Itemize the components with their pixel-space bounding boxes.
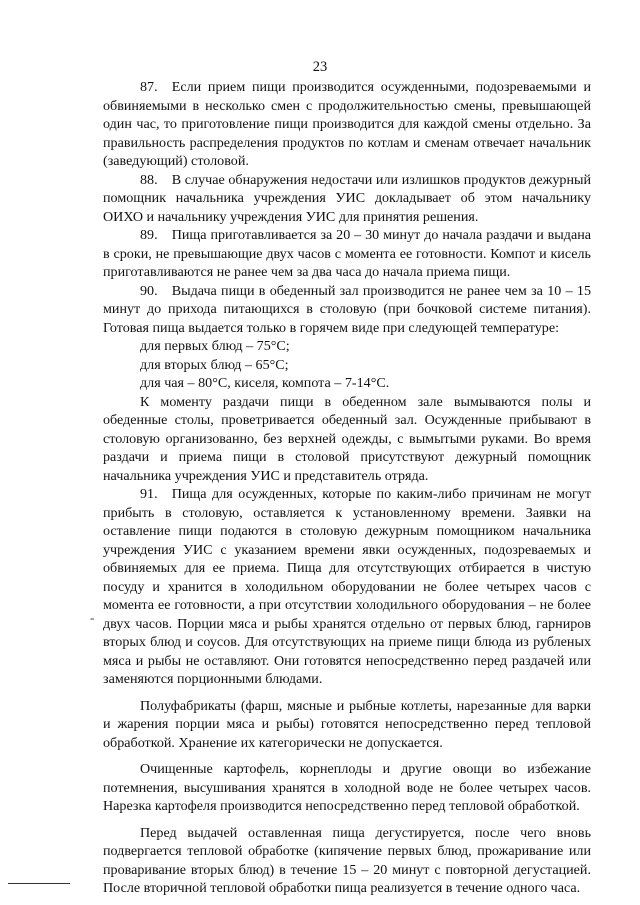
footer-rule (8, 883, 70, 884)
paragraph-91: 91. Пища для осужденных, которые по каким-либо причинам не могут прибыть в столовую, оставляется к установленному времени. Заявки на оставление пищи подаются в столовую дежурным помощником начальника учреждения УИС с указанием времени явки осужденных, подозреваемых и обвиняемых для ее приема. Пища для отсутствующих отбирается в чистую посуду и хранится в холодильном оборудовании не более четырех часов с момента ее готовности, а при отсутствии холодильного оборудования – не более двух часов. Порции мяса и рыбы хранятся отдельно от первых блюд, гарниров вторых блюд и соусов. Для отсутствующих на приеме пищи блюда из рубленых мяса и рыбы не оставляют. Они готовятся непосредственно перед раздачей или заменяются порционными блюдами. (103, 486, 591, 687)
document-body (103, 78, 591, 898)
paragraph-peeled-vegetables: Очищенные картофель, корнеплоды и другие овощи во избежание потемнения, высушивания хранятся в холодной воде не более четырех часов. Нарезка картофеля производится непосредственно перед тепловой обработкой. (103, 761, 591, 814)
temperature-second-courses: для вторых блюд – 65°С; (140, 356, 289, 373)
paragraph-semi-finished: Полуфабрикаты (фарш, мясные и рыбные котлеты, нарезанные для варки и жарения порции мяса и рыбы) готовятся непосредственно перед тепловой обработкой. Хранение их категорически не допускается. (103, 697, 591, 751)
paragraph-serving-hall: К моменту раздачи пищи в обеденном зале вымываются полы и обеденные столы, проветривается обеденный зал. Осужденные прибывают в столовую организованно, без верхней одежды, с вымытыми руками. Во время раздачи и приема пищи в столовой присутствуют дежурный помощник начальника учреждения УИС и представитель отряда. (103, 393, 591, 484)
temperature-first-courses: для первых блюд – 75°С; (140, 338, 290, 354)
margin-mark: - (90, 610, 95, 625)
paragraph-tasting: Перед выдачей оставленная пища дегустируется, после чего вновь подвергается тепловой обработке (кипячение первых блюд, прожаривание или проваривание вторых блюд) в течение 15 – 20 минут с повторной дегустацией. После вторичной тепловой обработки пища реализуется в течение одного часа. (103, 824, 591, 896)
page-number: 23 (312, 59, 328, 75)
temperature-tea-kissel-compote: для чая – 80°С, киселя, компота – 7-14°С. (140, 375, 390, 391)
paragraph-90: 90. Выдача пищи в обеденный зал производится не ранее чем за 10 – 15 минут до прихода питающихся в столовую (при бочковой системе питания). Готовая пища выдается только в горячем виде при следующей температуре: (103, 282, 591, 336)
paragraph-89: 89. Пища приготавливается за 20 – 30 минут до начала раздачи и выдана в сроки, не превышающие двух часов с момента ее готовности. Компот и кисель приготавливаются не ранее чем за два часа до начала приема пищи. (103, 227, 591, 280)
paragraph-88: 88. В случае обнаружения недостачи или излишков продуктов дежурный помощник начальника учреждения УИС докладывает об этом начальнику ОИХО и начальнику учреждения УИС для принятия решения. (103, 171, 591, 225)
paragraph-87: 87. Если прием пищи производится осужденными, подозреваемыми и обвиняемыми в несколько смен с продолжительностью смены, превышающей один час, то приготовление пищи производится для каждой смены отдельно. За правильность распределения продуктов по котлам и сменам отвечает начальник (заведующий) столовой. (103, 79, 591, 169)
